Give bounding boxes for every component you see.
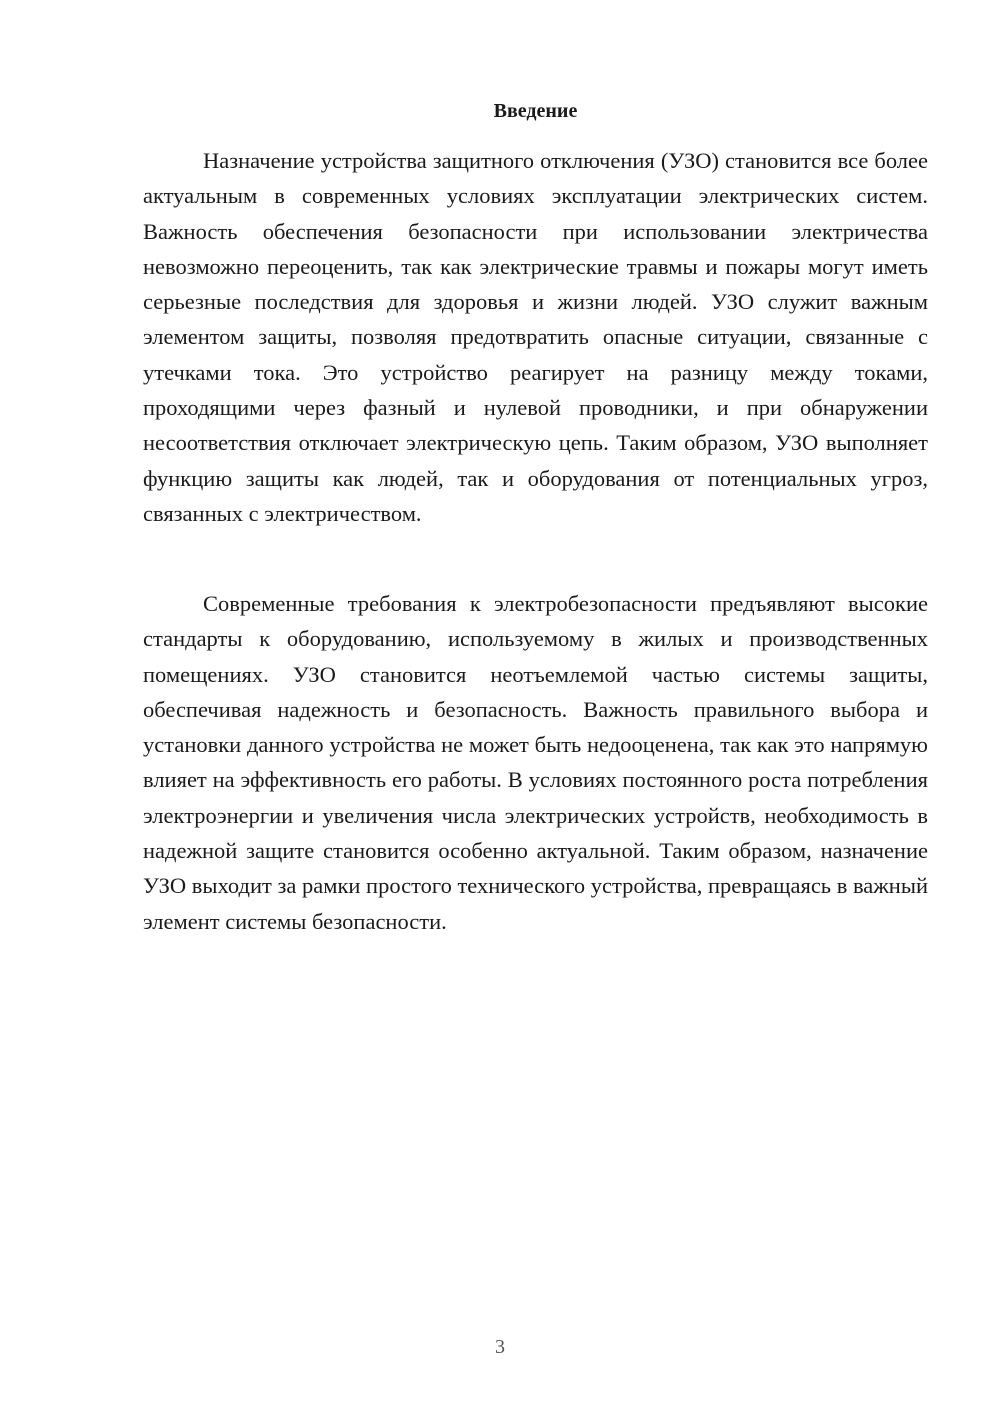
paragraph-1: Назначение устройства защитного отключения (УЗО) становится все более актуальным в современных условиях эксплуатации электрических систем. Важность обеспечения безопасности при использовании электричества невозможно переоценить, так как электрические травмы и пожары могут иметь серьезные последствия для здоровья и жизни людей. УЗО служит важным элементом защиты, позволяя предотвратить опасные ситуации, связанные с утечками тока. Это устройство реагирует на разницу между токами, проходящими через фазный и нулевой проводники, и при обнаружении несоответствия отключает электрическую цепь. Таким образом, УЗО выполняет функцию защиты как людей, так и оборудования от потенциальных угроз, связанных с электричеством. [143, 148, 928, 526]
paragraph-2: Современные требования к электробезопасности предъявляют высокие стандарты к оборудованию, используемому в жилых и производственных помещениях. УЗО становится неотъемлемой частью системы защиты, обеспечивая надежность и безопасность. Важность правильного выбора и установки данного устройства не может быть недооценена, так как это напрямую влияет на эффективность его работы. В условиях постоянного роста потребления электроэнергии и увеличения числа электрических устройств, необходимость в надежной защите становится особенно актуальной. Таким образом, назначение УЗО выходит за рамки простого технического устройства, превращаясь в важный элемент системы безопасности. [143, 591, 928, 934]
section-heading: Введение [493, 100, 578, 122]
page-number: 3 [495, 1336, 505, 1358]
